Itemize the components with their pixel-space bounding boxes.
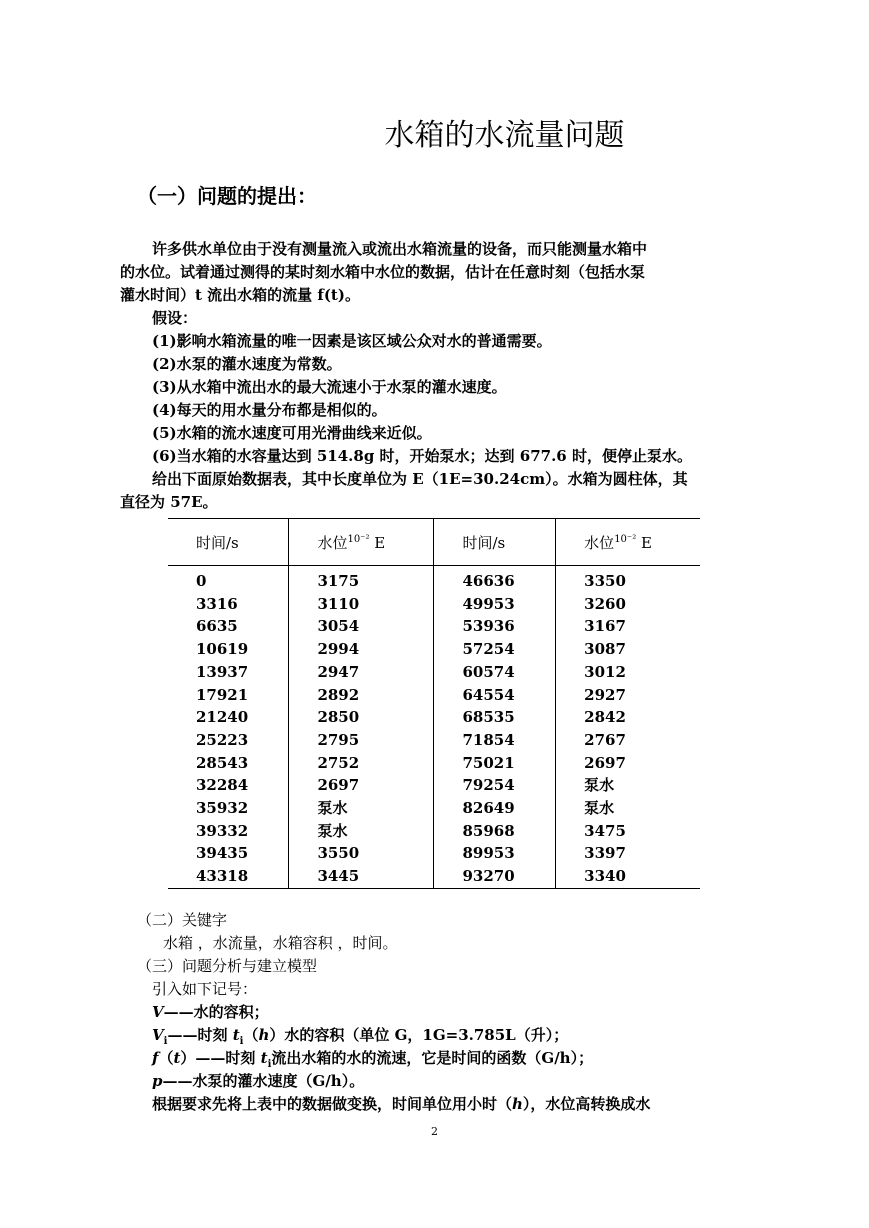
- cell-level-2: 3340: [556, 865, 700, 888]
- cell-time-2: 57254: [434, 638, 556, 661]
- cell-time-1: 43318: [168, 865, 289, 888]
- cell-level-2: 3260: [584, 594, 626, 613]
- intro-line-2: 的水位。试着通过测得的某时刻水箱中水位的数据，估计在任意时刻（包括水泵: [120, 263, 646, 281]
- cell-level-1: 2892: [289, 684, 434, 707]
- cell-time-2: 75021: [434, 752, 556, 775]
- transform-line: 根据要求先将上表中的数据做变换，时间单位用小时（h），水位高转换成水: [152, 1095, 651, 1113]
- cell-level-2: 3012: [584, 662, 626, 681]
- table-row: [168, 729, 700, 752]
- cell-time-2: 93270: [434, 865, 556, 888]
- cell-level-2: 3350: [584, 572, 626, 590]
- cell-time-1: 39332: [168, 820, 289, 843]
- cell-time-1: 13937: [168, 661, 289, 684]
- assumption-6: (6)当水箱的水容量达到 514.8g 时，开始泵水；达到 677.6 时，便停止泵水。: [152, 447, 692, 465]
- table-row: [168, 842, 700, 865]
- cell-time-2: 79254: [434, 774, 556, 797]
- table-row: [168, 820, 700, 843]
- page-number: 2: [431, 1125, 438, 1138]
- cell-level-1: 3445: [289, 865, 434, 888]
- cell-level-2: 泵水: [584, 799, 615, 818]
- notation-intro: 引入如下记号：: [152, 980, 258, 998]
- header-level-2: 水位$^{10^{-2}}$ E: [556, 519, 700, 566]
- notation-vi: $V_i——$时刻 $t_i(h)$水的容积（单位 G，1G=3.785L（升）；: [152, 1026, 569, 1047]
- table-row: [168, 865, 700, 888]
- assumption-4: (4)每天的用水量分布都是相似的。: [152, 401, 387, 419]
- cell-level-2: 泵水: [584, 776, 615, 795]
- table-row: [168, 638, 700, 661]
- intro-line-3: 灌水时间）t 流出水箱的流量 f(t)。: [120, 286, 360, 304]
- table-row: [168, 752, 700, 775]
- cell-level-1: 3110: [289, 593, 434, 616]
- cell-time-1: 39435: [168, 842, 289, 865]
- cell-level-2: 2697: [584, 753, 626, 772]
- section-heading-3: （三）问题分析与建立模型: [137, 957, 318, 975]
- cell-level-1: 泵水: [289, 820, 434, 843]
- cell-level-2: 3475: [584, 821, 626, 840]
- table-row: [168, 615, 700, 638]
- cell-level-1: 2947: [289, 661, 434, 684]
- section-heading-2: （二）关键字: [137, 911, 228, 929]
- notation-f: f（t）——时刻 $t_i$流出水箱的水的流速，它是时间的函数（G/h）；: [152, 1049, 594, 1070]
- cell-time-2: 82649: [434, 797, 556, 820]
- cell-time-2: 49953: [434, 593, 556, 616]
- cell-level-1: 3054: [289, 615, 434, 638]
- data-intro-line-1: 给出下面原始数据表，其中长度单位为 E（1E=30.24cm）。水箱为圆柱体，其: [152, 470, 688, 488]
- cell-level-1: 泵水: [289, 797, 434, 820]
- cell-time-1: 32284: [168, 774, 289, 797]
- header-time-2: 时间/s: [434, 519, 556, 566]
- table-row: [168, 706, 700, 729]
- assumption-1: (1)影响水箱流量的唯一因素是该区域公众对水的普通需要。: [152, 332, 552, 350]
- table-header-row: [168, 519, 700, 566]
- cell-level-2: 2767: [584, 730, 626, 749]
- cell-level-1: 3550: [289, 842, 434, 865]
- cell-time-2: 68535: [434, 706, 556, 729]
- table-row: [168, 593, 700, 616]
- cell-time-2: 46636: [434, 566, 556, 593]
- cell-time-1: 3316: [168, 593, 289, 616]
- table-row: [168, 684, 700, 707]
- table-row: [168, 797, 700, 820]
- table-row: [168, 566, 700, 593]
- cell-level-1: 2795: [289, 729, 434, 752]
- cell-time-1: 10619: [168, 638, 289, 661]
- cell-time-1: 17921: [168, 684, 289, 707]
- cell-level-1: 2697: [289, 774, 434, 797]
- water-level-table: [168, 518, 700, 889]
- keywords: 水箱 ，水流量，水箱容积 ，时间。: [163, 934, 398, 952]
- cell-level-2: 3397: [584, 844, 626, 863]
- cell-time-1: 6635: [168, 615, 289, 638]
- header-time-1: 时间/s: [168, 519, 289, 566]
- page-title: 水箱的水流量问题: [384, 118, 625, 153]
- cell-level-2: 3087: [584, 640, 626, 659]
- cell-level-2: 2842: [584, 708, 626, 727]
- assumption-2: (2)水泵的灌水速度为常数。: [152, 355, 342, 373]
- cell-time-2: 85968: [434, 820, 556, 843]
- cell-time-1: 0: [168, 566, 289, 593]
- notation-p: p——水泵的灌水速度（G/h）。: [152, 1072, 365, 1090]
- data-intro-line-2: 直径为 57E。: [120, 493, 218, 511]
- cell-time-2: 64554: [434, 684, 556, 707]
- cell-level-1: 2850: [289, 706, 434, 729]
- cell-level-2: 2927: [584, 685, 626, 704]
- cell-time-1: 21240: [168, 706, 289, 729]
- assumption-5: (5)水箱的流水速度可用光滑曲线来近似。: [152, 424, 432, 442]
- intro-line-1: 许多供水单位由于没有测量流入或流出水箱流量的设备，而只能测量水箱中: [152, 240, 648, 258]
- notation-v: V——水的容积；: [152, 1003, 269, 1021]
- table-row: [168, 774, 700, 797]
- cell-time-2: 53936: [434, 615, 556, 638]
- cell-time-1: 28543: [168, 752, 289, 775]
- cell-time-2: 71854: [434, 729, 556, 752]
- cell-level-1: 2752: [289, 752, 434, 775]
- assume-label: 假设：: [152, 309, 198, 327]
- header-level-1: 水位$^{10^{-2}}$ E: [289, 519, 434, 566]
- assumption-3: (3)从水箱中流出水的最大流速小于水泵的灌水速度。: [152, 378, 507, 396]
- cell-level-1: 2994: [289, 638, 434, 661]
- cell-time-2: 60574: [434, 661, 556, 684]
- cell-time-2: 89953: [434, 842, 556, 865]
- table-row: [168, 661, 700, 684]
- section-heading-1: （一）问题的提出：: [137, 184, 317, 208]
- cell-time-1: 25223: [168, 729, 289, 752]
- cell-level-2: 3167: [584, 617, 626, 636]
- cell-level-1: 3175: [289, 566, 434, 593]
- cell-time-1: 35932: [168, 797, 289, 820]
